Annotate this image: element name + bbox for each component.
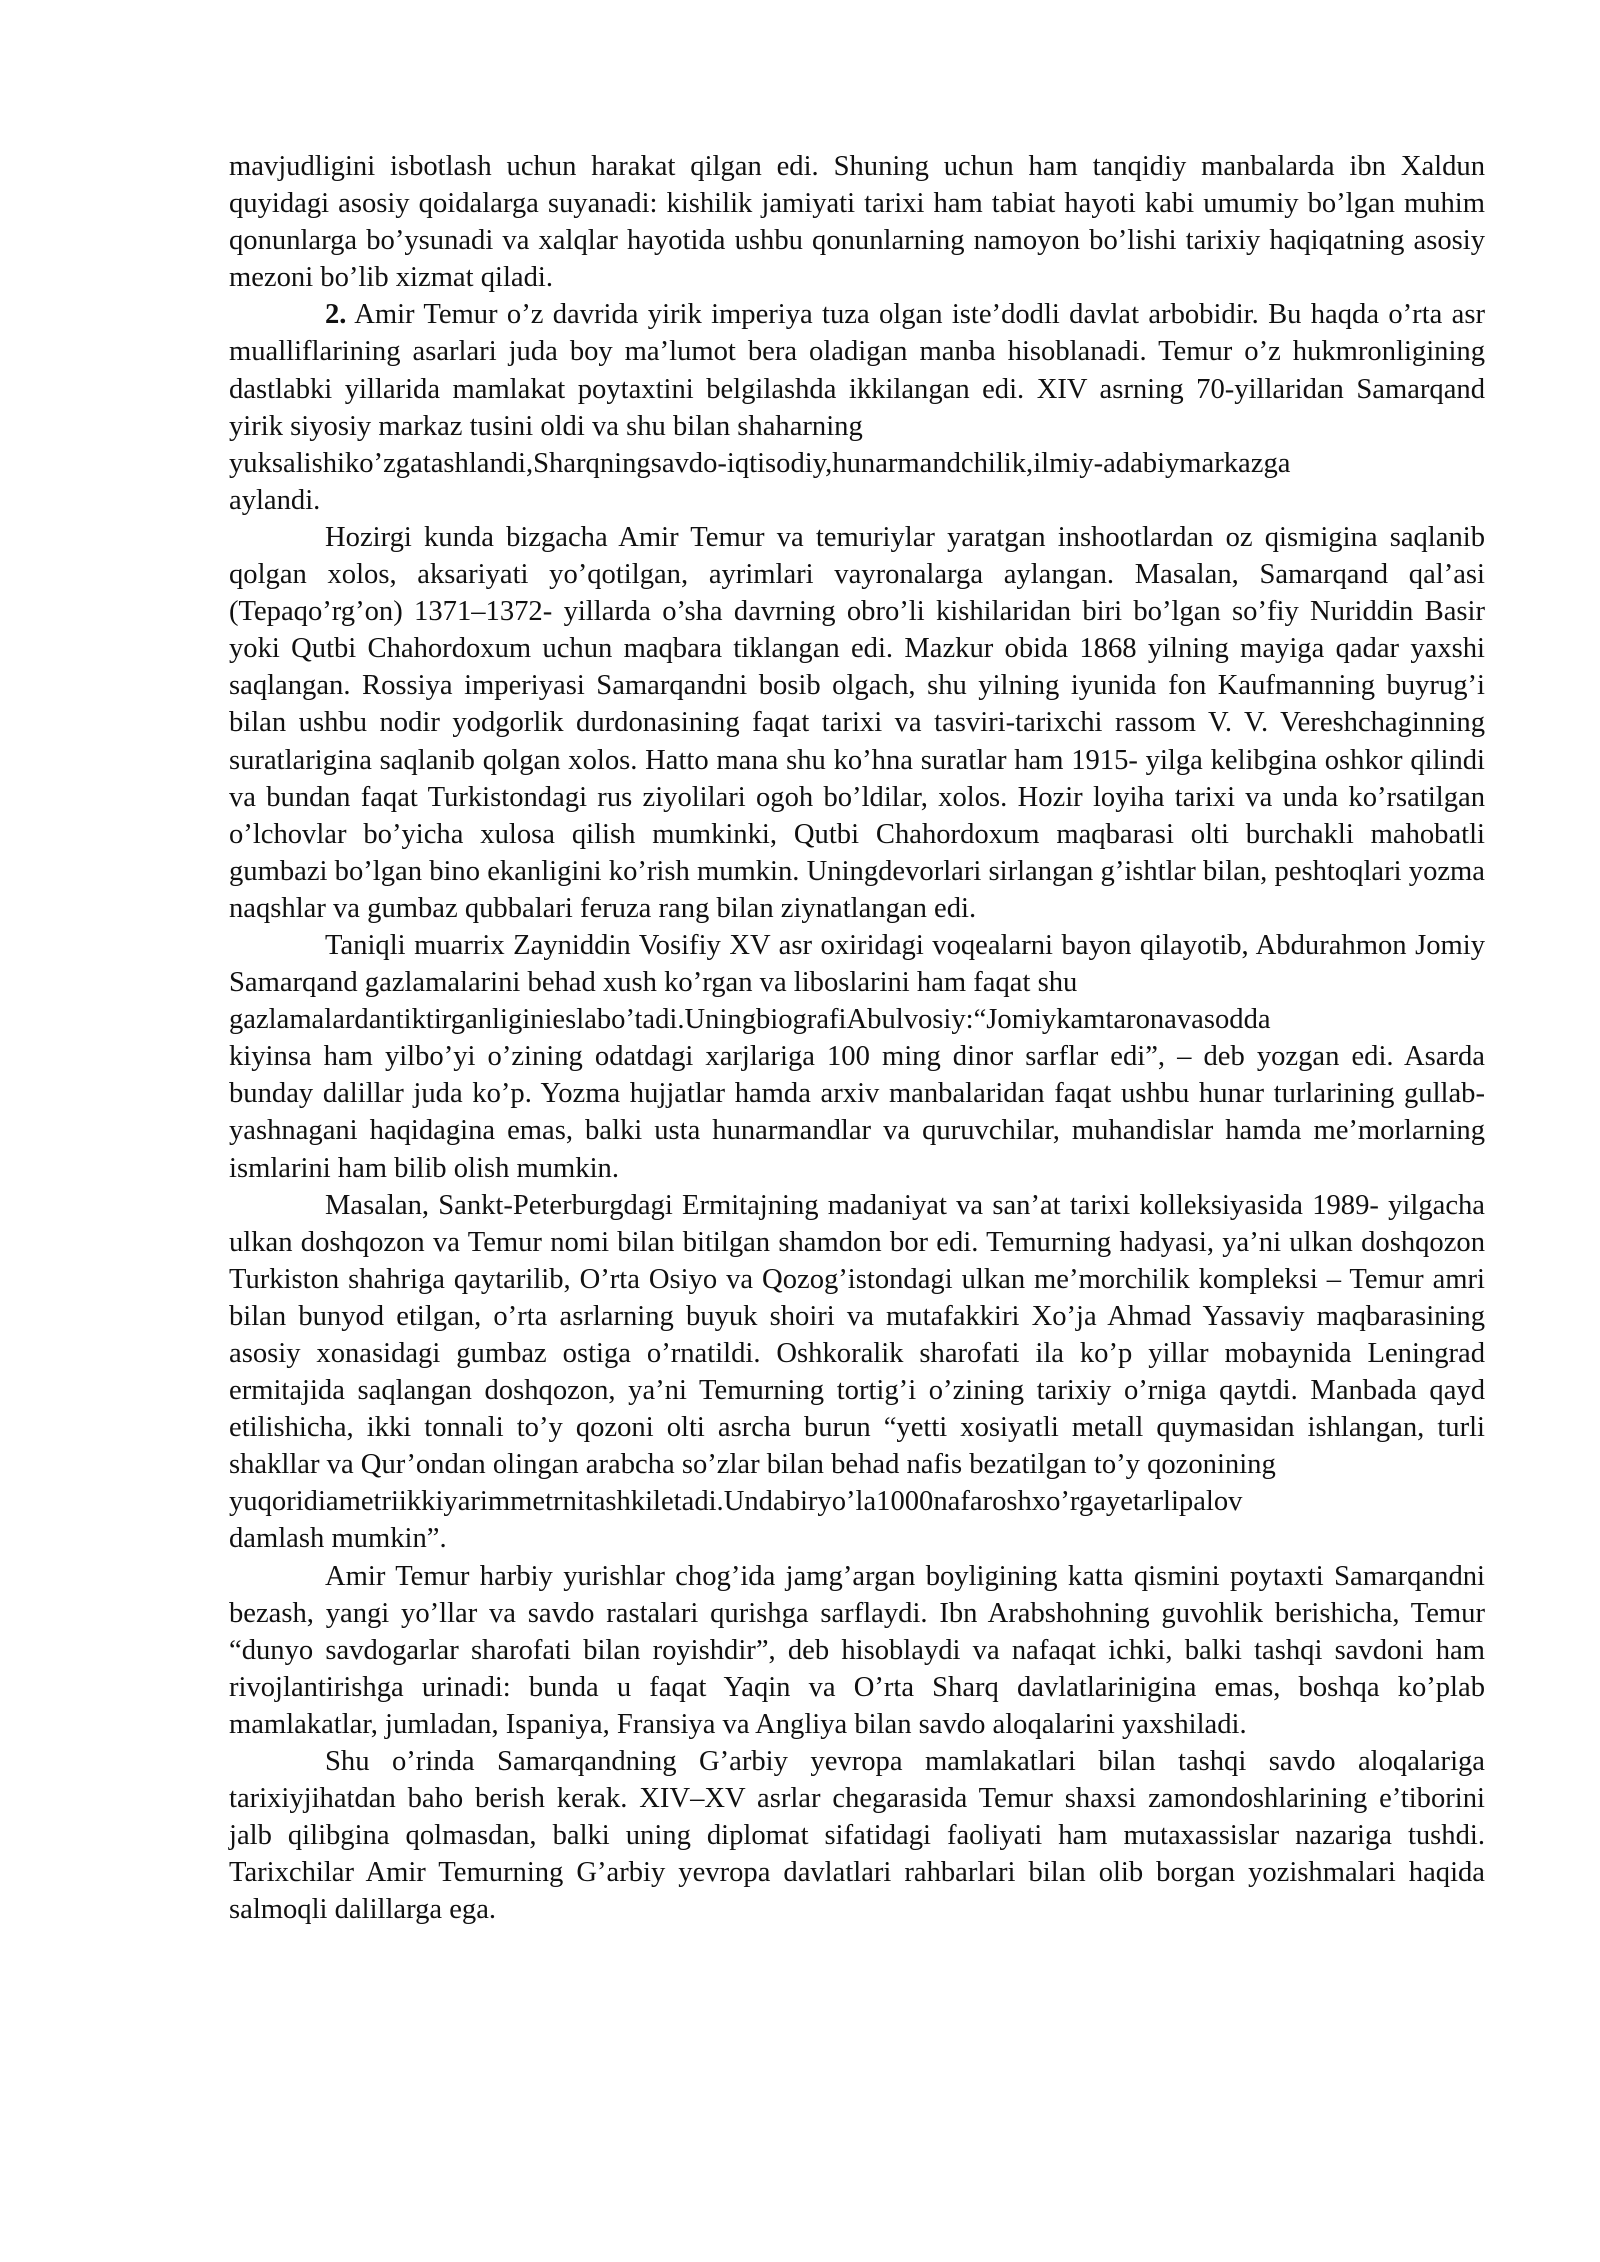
paragraph-5-run-line: yuqoridiametriikkiyarimmetrnitashkiletadi.Undabiryo’la1000nafaroshxo’rgayetarlipalov bbox=[229, 1486, 1243, 1518]
paragraph-1 bbox=[229, 148, 1485, 296]
paragraph-2-tail: aylandi. bbox=[229, 484, 321, 516]
paragraph-text: Amir Temur harbiy yurishlar chog’ida jamg’argan boyligining katta qismini poytaxti Samarqandni bezash, yangi yo’llar va savdo rastalari qurishga sarflaydi. Ibn Arabshohning guvohlik berishicha, Temur “dunyo savdogarlar sharofati bilan royishdir”, deb hisoblaydi va nafaqat ichki, balki tashqi savdoni ham rivojlantirishga urinadi: bunda u faqat Yaqin va O’rta Sharq davlatlarinigina emas, boshqa ko’plab mamlakatlar, jumladan, Ispaniya, Fransiya va Angliya bilan savdo aloqalarini yaxshiladi. bbox=[229, 1560, 1485, 1740]
body-text bbox=[229, 148, 1485, 1929]
paragraph-2-run-line: yuksalishiko’zgatashlandi,Sharqningsavdo-iqtisodiy,hunarmandchilik,ilmiy-adabiymarkazga bbox=[229, 447, 1291, 479]
paragraph-5 bbox=[229, 1187, 1485, 1484]
paragraph-text: Shu o’rinda Samarqandning G’arbiy yevropa mamlakatlari bilan tashqi savdo aloqalariga tarixiyjihatdan baho berish kerak. XIV–XV asrlar chegarasida Temur shaxsi zamondoshlarining e’tiborini jalb qilibgina qolmasdan, balki uning diplomat sifatidagi faoliyati ham mutaxassislar nazariga tushdi. Tarixchilar Amir Temurning G’arbiy yevropa davlatlari rahbarlari bilan olib borgan yozishmalari haqida salmoqli dalillarga ega. bbox=[229, 1746, 1485, 1926]
paragraph-7 bbox=[229, 1743, 1485, 1928]
paragraph-4 bbox=[229, 927, 1485, 1001]
paragraph-3 bbox=[229, 519, 1485, 927]
paragraph-text: Amir Temur o’z davrida yirik imperiya tuza olgan iste’dodli davlat arbobidir. Bu haqda o’rta asr mualliflarining asarlari juda boy ma’lumot bera oladigan manba hisoblanadi. Temur o’z hukmronligining dastlabki yillarida mamlakat poytaxtini belgilashda ikkilangan edi. XIV asrning 70-yillaridan Samarqand yirik siyosiy markaz tusini oldi va shu bilan shaharning bbox=[229, 299, 1485, 442]
paragraph-6 bbox=[229, 1558, 1485, 1743]
paragraph-5-tail: damlash mumkin”. bbox=[229, 1523, 447, 1555]
paragraph-4-tail: kiyinsa ham yilbo’yi o’zining odatdagi xarjlariga 100 ming dinor sarflar edi”, – deb yozgan edi. Asarda bunday dalillar juda ko’p. Yozma hujjatlar hamda arxiv manbalaridan faqat ushbu hunar turlarining gullab-yashnagani haqidagina emas, balki usta hunarmandlar va quruvchilar, muhandislar hamda me’morlarning ismlarini ham bilib olish mumkin. bbox=[229, 1041, 1485, 1184]
paragraph-text: mavjudligini isbotlash uchun harakat qilgan edi. Shuning uchun ham tanqidiy manbalarda ibn Xaldun quyidagi asosiy qoidalarga suyanadi: kishilik jamiyati tarixi ham tabiat hayoti kabi umumiy bo’lgan muhim qonunlarga bo’ysunadi va xalqlar hayotida ushbu qonunlarning namoyon bo’lishi tarixiy haqiqatning asosiy mezoni bo’lib xizmat qiladi. bbox=[229, 151, 1485, 294]
paragraph-text: Masalan, Sankt-Peterburgdagi Ermitajning madaniyat va san’at tarixi kolleksiyasida 1989- yilgacha ulkan doshqozon va Temur nomi bilan bitilgan shamdon bor edi. Temurning hadyasi, ya’ni ulkan doshqozon Turkiston shahriga qaytarilib, O’rta Osiyo va Qozog’istondagi ulkan me’morchilik kompleksi – Temur amri bilan bunyod etilgan, o’rta asrlarning buyuk shoiri va mutafakkiri Xo’ja Ahmad Yassaviy maqbarasining asosiy xonasidagi gumbaz ostiga o’rnatildi. Oshkoralik sharofati ila ko’p yillar mobaynida Leningrad ermitajida saqlangan doshqozon, ya’ni Temurning tortig’i o’zining tarixiy o’rniga qaytdi. Manbada qayd etilishicha, ikki tonnali to’y qozoni olti asrcha burun “yetti xosiyatli metall quymasidan ishlangan, turli shakllar va Qur’ondan olingan arabcha so’zlar bilan behad nafis bezatilgan to’y qozonining bbox=[229, 1189, 1485, 1481]
section-number: 2. bbox=[325, 299, 347, 331]
paragraph-2 bbox=[229, 296, 1485, 444]
paragraph-text: Hozirgi kunda bizgacha Amir Temur va temuriylar yaratgan inshootlardan oz qismigina saqlanib qolgan xolos, aksariyati yo’qotilgan, ayrimlari vayronalarga aylangan. Masalan, Samarqand qal’asi (Tepaqo’rg’on) 1371–1372- yillarda o’sha davrning obro’li kishilaridan biri bo’lgan so’fiy Nuriddin Basir yoki Qutbi Chahordoxum uchun maqbara tiklangan edi. Mazkur obida 1868 yilning mayiga qadar yaxshi saqlangan. Rossiya imperiyasi Samarqandni bosib olgach, shu yilning iyunida fon Kaufmanning buyrug’i bilan ushbu nodir yodgorlik durdonasining faqat tarixi va tasviri-tarixchi rassom V. V. Vereshchaginning suratlarigina saqlanib qolgan xolos. Hatto mana shu ko’hna suratlar ham 1915- yilga kelibgina oshkor qilindi va bundan faqat Turkistondagi rus ziyolilari ogoh bo’ldilar, xolos. Hozir loyiha tarixi va unda ko’rsatilgan o’lchovlar bo’yicha xulosa qilish mumkinki, Qutbi Chahordoxum maqbarasi olti burchakli mahobatli gumbazi bo’lgan bino ekanligini ko’rish mumkin. Uningdevorlari sirlangan g’ishtlar bilan, peshtoqlari yozma naqshlar va gumbaz qubbalari feruza rang bilan ziynatlangan edi. bbox=[229, 521, 1485, 924]
paragraph-4-run-line: gazlamalardantiktirganliginieslabo’tadi.UningbiografiAbulvosiy:“Jomiykamtaronavasodda bbox=[229, 1004, 1271, 1036]
paragraph-text: Taniqli muarrix Zayniddin Vosifiy XV asr oxiridagi voqealarni bayon qilayotib, Abdurahmon Jomiy Samarqand gazlamalarini behad xush ko’rgan va liboslarini ham faqat shu bbox=[229, 929, 1485, 999]
